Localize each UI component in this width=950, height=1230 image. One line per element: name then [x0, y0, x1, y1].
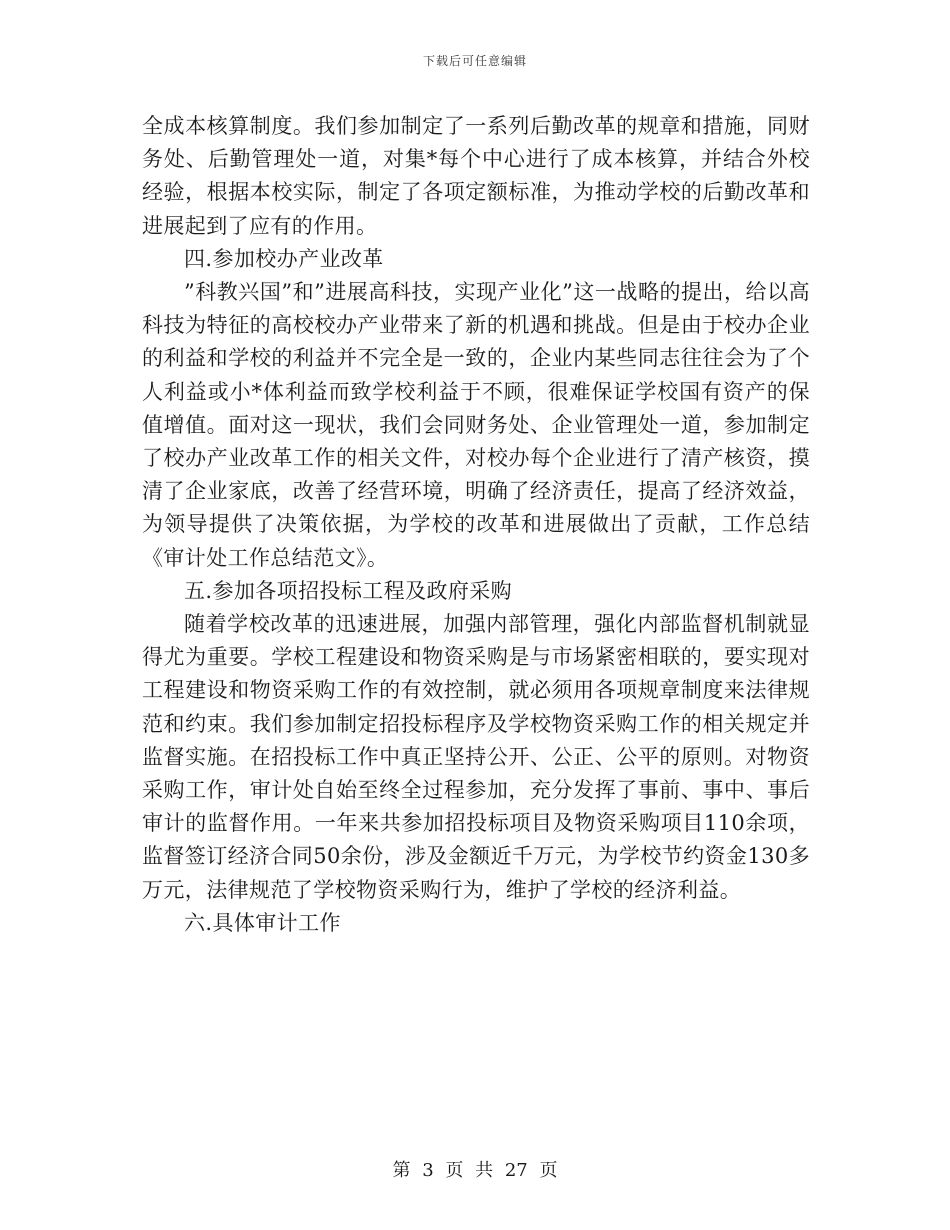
paragraph-2: ”科教兴国”和”进展高科技，实现产业化”这一战略的提出，给以高科技为特征的高校校办产业带来了新的机遇和挑战。但是由于校办企业的利益和学校的利益并不完全是一致的，企业内某些同志往往会为了个人利益或小*体利益而致学校利益于不顾，很难保证学校国有资产的保值增值。面对这一现状，我们会同财务处、企业管理处一道，参加制定了校办产业改革工作的相关文件，对校办每个企业进行了清产核资，摸清了企业家底，改善了经营环境，明确了经济责任，提高了经济效益，为领导提供了决策依据，为学校的改革和进展做出了贡献，工作总结《审计处工作总结范文》。: [142, 280, 810, 570]
page-number-footer: 第 3 页 共 27 页: [392, 1160, 558, 1181]
section-heading-6: 六.具体审计工作: [184, 910, 341, 935]
paragraph-3: 随着学校改革的迅速进展，加强内部管理，强化内部监督机制就显得尤为重要。学校工程建设和物资采购是与市场紧密相联的，要实现对工程建设和物资采购工作的有效控制，就必须用各项规章制度来法律规范和约束。我们参加制定招投标程序及学校物资采购工作的相关规定并监督实施。在招投标工作中真正坚持公开、公正、公平的原则。对物资采购工作，审计处自始至终全过程参加，充分发挥了事前、事中、事后审计的监督作用。一年来共参加招投标项目及物资采购项目110余项，监督签订经济合同50余份，涉及金额近千万元，为学校节约资金130多万元，法律规范了学校物资采购行为，维护了学校的经济利益。: [142, 612, 811, 902]
document-body: [142, 110, 810, 940]
page-header: 下载后可任意编辑: [422, 54, 527, 68]
paragraph-1: 全成本核算制度。我们参加制定了一系列后勤改革的规章和措施，同财务处、后勤管理处一道，对集*每个中心进行了成本核算，并结合外校经验，根据本校实际，制定了各项定额标准，为推动学校的后勤改革和进展起到了应有的作用。: [142, 114, 810, 238]
section-heading-4: 四.参加校办产业改革: [184, 246, 384, 271]
section-heading-5: 五.参加各项招投标工程及政府采购: [184, 578, 513, 603]
